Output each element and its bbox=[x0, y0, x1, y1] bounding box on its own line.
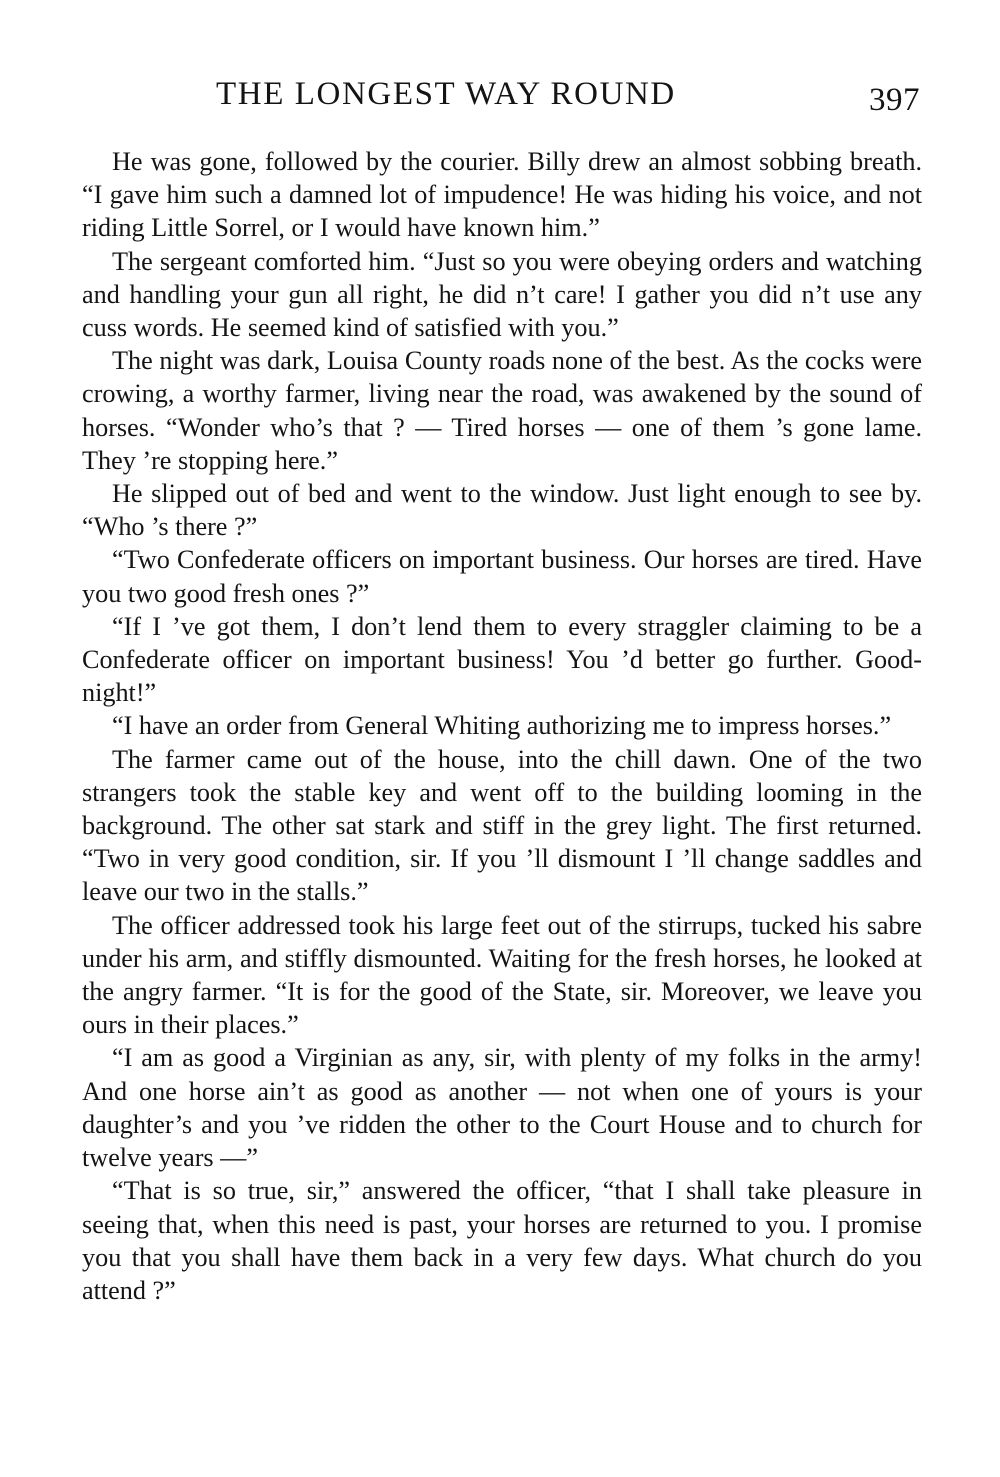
page-number: 397 bbox=[869, 82, 920, 118]
body-text bbox=[82, 145, 922, 1307]
paragraph: The night was dark, Louisa County roads none of the best. As the cocks were crowing, a worthy farmer, living near the road, was awakened by the sound of horses. “Wonder who’s that ? — Tired horses — one of them ’s gone lame. They ’re stopping here.” bbox=[82, 346, 922, 475]
paragraph: He was gone, followed by the courier. Billy drew an almost sobbing breath. “I gave him such a damned lot of impudence! He was hiding his voice, and not riding Little Sorrel, or I would have known him.” bbox=[82, 147, 922, 243]
paragraph: “I have an order from General Whiting authorizing me to impress horses.” bbox=[112, 711, 892, 741]
running-title: THE LONGEST WAY ROUND bbox=[216, 76, 676, 112]
paragraph: “If I ’ve got them, I don’t lend them to every straggler claiming to be a Confederate officer on important business! You ’d better go further. Good-night!” bbox=[82, 611, 922, 708]
paragraph: “Two Confederate officers on important business. Our horses are tired. Have you two good fresh ones ?” bbox=[82, 545, 922, 608]
paragraph: The sergeant comforted him. “Just so you were obeying orders and watching and handling your gun all right, he did n’t care! I gather you did n’t use any cuss words. He seemed kind of satisfied with you.” bbox=[82, 246, 922, 343]
paragraph: He slipped out of bed and went to the window. Just light enough to see by. “Who ’s there ?” bbox=[82, 479, 922, 542]
paragraph: “I am as good a Virginian as any, sir, with plenty of my folks in the army! And one horse ain’t as good as another — not when one of yours is your daughter’s and you ’ve ridden the other to the Court House and to church for twelve years —” bbox=[82, 1043, 922, 1173]
paragraph: The officer addressed took his large feet out of the stirrups, tucked his sabre under his arm, and stiffly dismounted. Waiting for the fresh horses, he looked at the angry farmer. “It is for the good of the State, sir. Moreover, we leave you ours in their places.” bbox=[82, 910, 922, 1040]
page-header bbox=[82, 76, 922, 126]
paragraph: “That is so true, sir,” answered the officer, “that I shall take pleasure in seeing that, when this need is past, your horses are returned to you. I promise you that you shall have them back in a very few days. What church do you attend ?” bbox=[82, 1176, 922, 1305]
paragraph: The farmer came out of the house, into the chill dawn. One of the two strangers took the stable key and went off to the building looming in the background. The other sat stark and stiff in the grey light. The first returned. “Two in very good condition, sir. If you ’ll dismount I ’ll change saddles and leave our two in the stalls.” bbox=[82, 744, 922, 907]
